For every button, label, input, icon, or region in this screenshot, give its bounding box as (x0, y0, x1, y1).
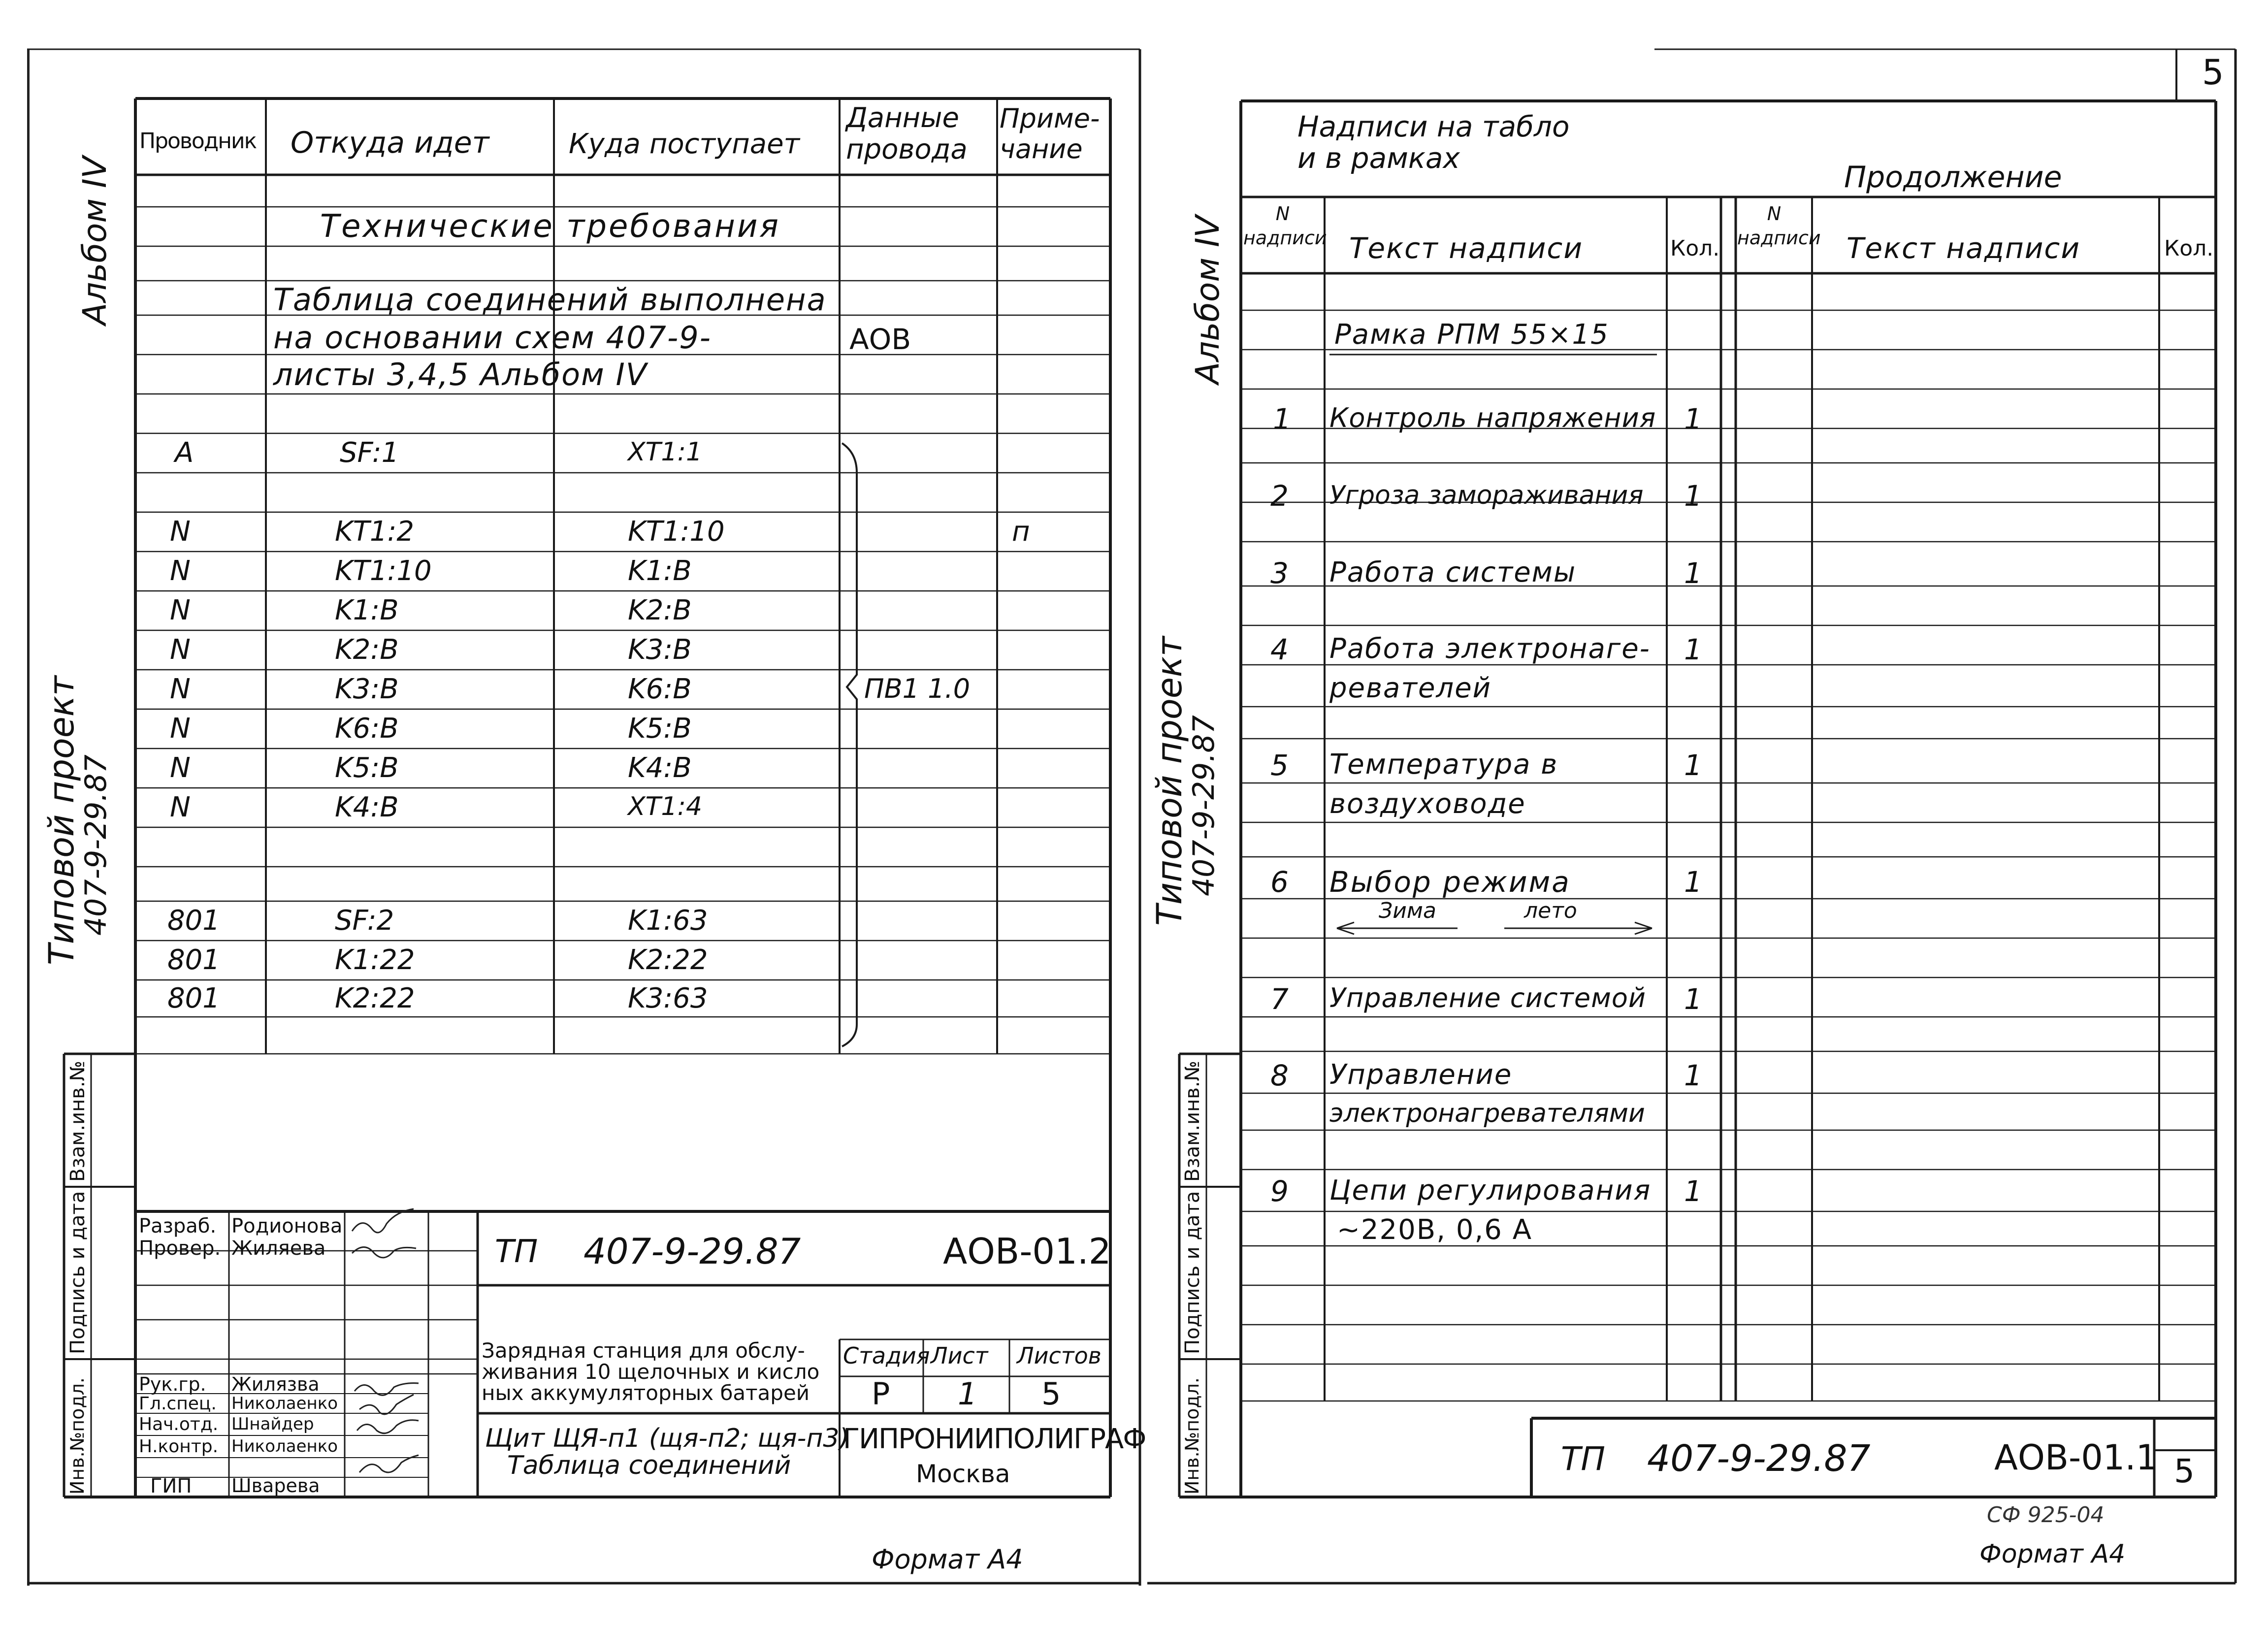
item-num: 6 (1270, 865, 1289, 899)
cell-to: K4:B (628, 752, 692, 784)
item-qty: 1 (1684, 865, 1702, 899)
right-stamp-tp: ТП (1561, 1440, 1605, 1478)
header-conductor: Проводник (139, 129, 257, 154)
cell-to: K6:B (628, 673, 692, 705)
item-num: 1 (1273, 402, 1291, 436)
item-text: Цепи регулирования (1329, 1174, 1652, 1206)
item-num: 3 (1270, 556, 1289, 590)
cell-conductor: N (170, 555, 191, 587)
item-qty: 1 (1684, 479, 1702, 513)
col-qty-header-2: Кол. (2164, 236, 2214, 261)
tech-req-line-3: листы 3,4,5 Альбом IV (273, 357, 648, 392)
frame-label: Рамка РПМ 55×15 (1334, 319, 1609, 351)
cell-conductor: N (170, 752, 191, 784)
cell-from: KT1:10 (335, 555, 432, 587)
right-side-album: Альбом IV (1189, 215, 1227, 384)
sheet-value: 1 (958, 1376, 977, 1412)
cell-to: K1:B (628, 555, 692, 587)
cell-from: K5:B (335, 752, 399, 784)
stamp-role: Разраб. (139, 1215, 217, 1237)
cell-conductor: N (170, 594, 191, 626)
cell-to: XT1:4 (628, 792, 703, 821)
item-qty: 1 (1684, 402, 1702, 436)
item-text: ревателей (1329, 672, 1492, 704)
left-side-code: 407-9-29.87 (79, 754, 113, 936)
continuation-label: Продолжение (1844, 160, 2062, 195)
item-qty: 1 (1684, 633, 1702, 666)
cell-conductor: N (170, 634, 191, 666)
stamp-label-signature-right: Подпись и дата (1181, 1191, 1204, 1354)
stamp-name: Шнайдер (231, 1414, 314, 1434)
item-num: 2 (1270, 479, 1289, 513)
item-text: Управление (1329, 1059, 1513, 1091)
right-heading-line-1: Надписи на табло (1297, 110, 1570, 143)
item-text: электронагревателями (1329, 1099, 1645, 1128)
cell-to: K5:B (628, 713, 692, 745)
item-qty: 1 (1684, 556, 1702, 590)
col-num-header-2: N надписи (1737, 203, 1821, 249)
item-text: Контроль напряжения (1329, 402, 1656, 433)
right-stamp-doc: АОВ-01.1 (1994, 1437, 2158, 1478)
stamp-title-line: Зарядная станция для обслу- (482, 1338, 805, 1363)
cell-to: K3:B (628, 634, 692, 666)
sheet-label: Лист (931, 1342, 988, 1369)
stamp-tp: ТП (495, 1234, 538, 1270)
item-text: Управление системой (1329, 982, 1646, 1013)
tech-req-line-1: Таблица соединений выполнена (273, 282, 827, 318)
header-wire-data: Данные провода (846, 102, 968, 166)
cell-conductor: 801 (167, 944, 220, 976)
stamp-sub-line: Таблица соединений (507, 1451, 791, 1480)
cell-conductor: N (170, 791, 191, 823)
org-city: Москва (916, 1460, 1010, 1488)
right-side-code: 407-9-29.87 (1187, 715, 1221, 896)
stamp-label-signature: Подпись и дата (66, 1191, 89, 1354)
item-qty: 1 (1684, 982, 1702, 1016)
stamp-role: Провер. (139, 1237, 221, 1260)
cell-from: K2:B (335, 634, 399, 666)
stamp-name: Родионова (231, 1215, 343, 1237)
stamp-sub-line: Щит ЩЯ-п1 (щя-п2; щя-п3) (485, 1424, 849, 1453)
cell-from: K4:B (335, 791, 399, 823)
stamp-role: Рук.гр. (139, 1373, 206, 1395)
tech-req-line-2: на основании схем 407-9- (273, 320, 712, 356)
stamp-title-line: живания 10 щелочных и кисло (482, 1360, 820, 1384)
cell-from: K1:B (335, 594, 399, 626)
item-qty: 1 (1684, 1174, 1702, 1208)
sheets-value: 5 (1041, 1376, 1061, 1412)
stamp-name: Жилязва (231, 1373, 320, 1395)
org-name: ГИПРОНИИПОЛИГРАФ (843, 1423, 1146, 1455)
left-format: Формат А4 (872, 1544, 1023, 1575)
item-text: Выбор режима (1329, 865, 1571, 899)
stamp-label-replace-inv: Взам.инв.№ (66, 1060, 89, 1182)
item-num: 9 (1270, 1174, 1289, 1208)
page-number: 5 (2202, 52, 2224, 93)
cell-from: KT1:2 (335, 516, 415, 548)
cell-conductor: А (175, 437, 194, 469)
item-num: 4 (1270, 633, 1289, 666)
item-num: 7 (1270, 982, 1289, 1016)
cell-from: K3:B (335, 673, 399, 705)
stamp-name: Жиляева (231, 1237, 326, 1260)
right-format: Формат А4 (1979, 1539, 2126, 1569)
col-text-header-2: Текст надписи (1847, 231, 2081, 265)
header-to: Куда поступает (569, 128, 800, 160)
item-num: 5 (1270, 749, 1289, 782)
stamp-label-inv-orig: Инв.№подл. (66, 1377, 88, 1495)
stamp-role: Гл.спец. (139, 1394, 217, 1414)
item-qty: 1 (1684, 749, 1702, 782)
stamp-doc: АОВ-01.2 (943, 1231, 1111, 1272)
cell-conductor: N (170, 713, 191, 745)
stage-value: Р (872, 1376, 890, 1412)
item-text: ~220В, 0,6 А (1337, 1214, 1532, 1246)
sheets-label: Листов (1017, 1342, 1102, 1369)
stamp-name: Николаенко (231, 1436, 338, 1456)
left-side-project: Типовой проект (41, 676, 82, 965)
cell-from: K1:22 (335, 944, 415, 976)
cell-note: п (1012, 516, 1030, 548)
right-stamp-sheet: 5 (2174, 1452, 2195, 1490)
stamp-name: Николаенко (231, 1394, 338, 1413)
stamp-label-inv-orig-right: Инв.№подл. (1181, 1377, 1203, 1495)
item-text: Угроза замораживания (1329, 481, 1644, 510)
item-text: Температура в (1329, 749, 1558, 781)
mode-right: лето (1524, 898, 1577, 923)
cell-to: XT1:1 (628, 437, 703, 467)
wire-spec: ПВ1 1.0 (864, 673, 971, 704)
right-stamp-code: 407-9-29.87 (1647, 1437, 1871, 1480)
header-from: Откуда идет (291, 126, 489, 160)
cell-to: K3:63 (628, 982, 708, 1014)
col-num-header: N надписи (1243, 203, 1327, 249)
cell-from: SF:2 (335, 905, 394, 937)
stamp-role: Нач.отд. (139, 1414, 219, 1434)
col-qty-header: Кол. (1670, 236, 1720, 261)
right-heading-line-2: и в рамках (1297, 141, 1460, 175)
cell-to: K1:63 (628, 905, 708, 937)
cell-from: SF:1 (340, 437, 399, 469)
cell-conductor: 801 (167, 982, 220, 1014)
left-side-album: Альбом IV (76, 156, 114, 325)
item-text: воздуховоде (1329, 788, 1526, 820)
cell-to: KT1:10 (628, 516, 725, 548)
cell-to: K2:B (628, 594, 692, 626)
archive-code: СФ 925-04 (1987, 1502, 2105, 1528)
tech-req-title: Технические требования (320, 208, 780, 245)
col-text-header: Текст надписи (1349, 231, 1584, 265)
item-text: Работа электронаге- (1329, 633, 1651, 665)
stamp-label-replace-inv-right: Взам.инв.№ (1181, 1060, 1204, 1182)
stamp-code: 407-9-29.87 (583, 1231, 801, 1272)
stage-label: Стадия (843, 1342, 930, 1369)
cell-conductor: N (170, 516, 191, 548)
item-num: 8 (1270, 1059, 1289, 1092)
stamp-role: Н.контр. (139, 1436, 219, 1457)
mode-left: Зима (1379, 898, 1436, 923)
header-note: Приме-чание (1000, 103, 1100, 165)
cell-to: K2:22 (628, 944, 708, 976)
cell-conductor: 801 (167, 905, 220, 937)
item-qty: 1 (1684, 1059, 1702, 1092)
stamp-name: Шварева (231, 1475, 320, 1497)
cell-from: K6:B (335, 713, 399, 745)
item-text: Работа системы (1329, 556, 1577, 588)
stamp-title-line: ных аккумуляторных батарей (482, 1381, 810, 1405)
right-side-project: Типовой проект (1149, 636, 1190, 926)
tech-req-ref: АОВ (849, 323, 911, 356)
stamp-role: ГИП (150, 1475, 192, 1498)
cell-from: K2:22 (335, 982, 415, 1014)
cell-conductor: N (170, 673, 191, 705)
